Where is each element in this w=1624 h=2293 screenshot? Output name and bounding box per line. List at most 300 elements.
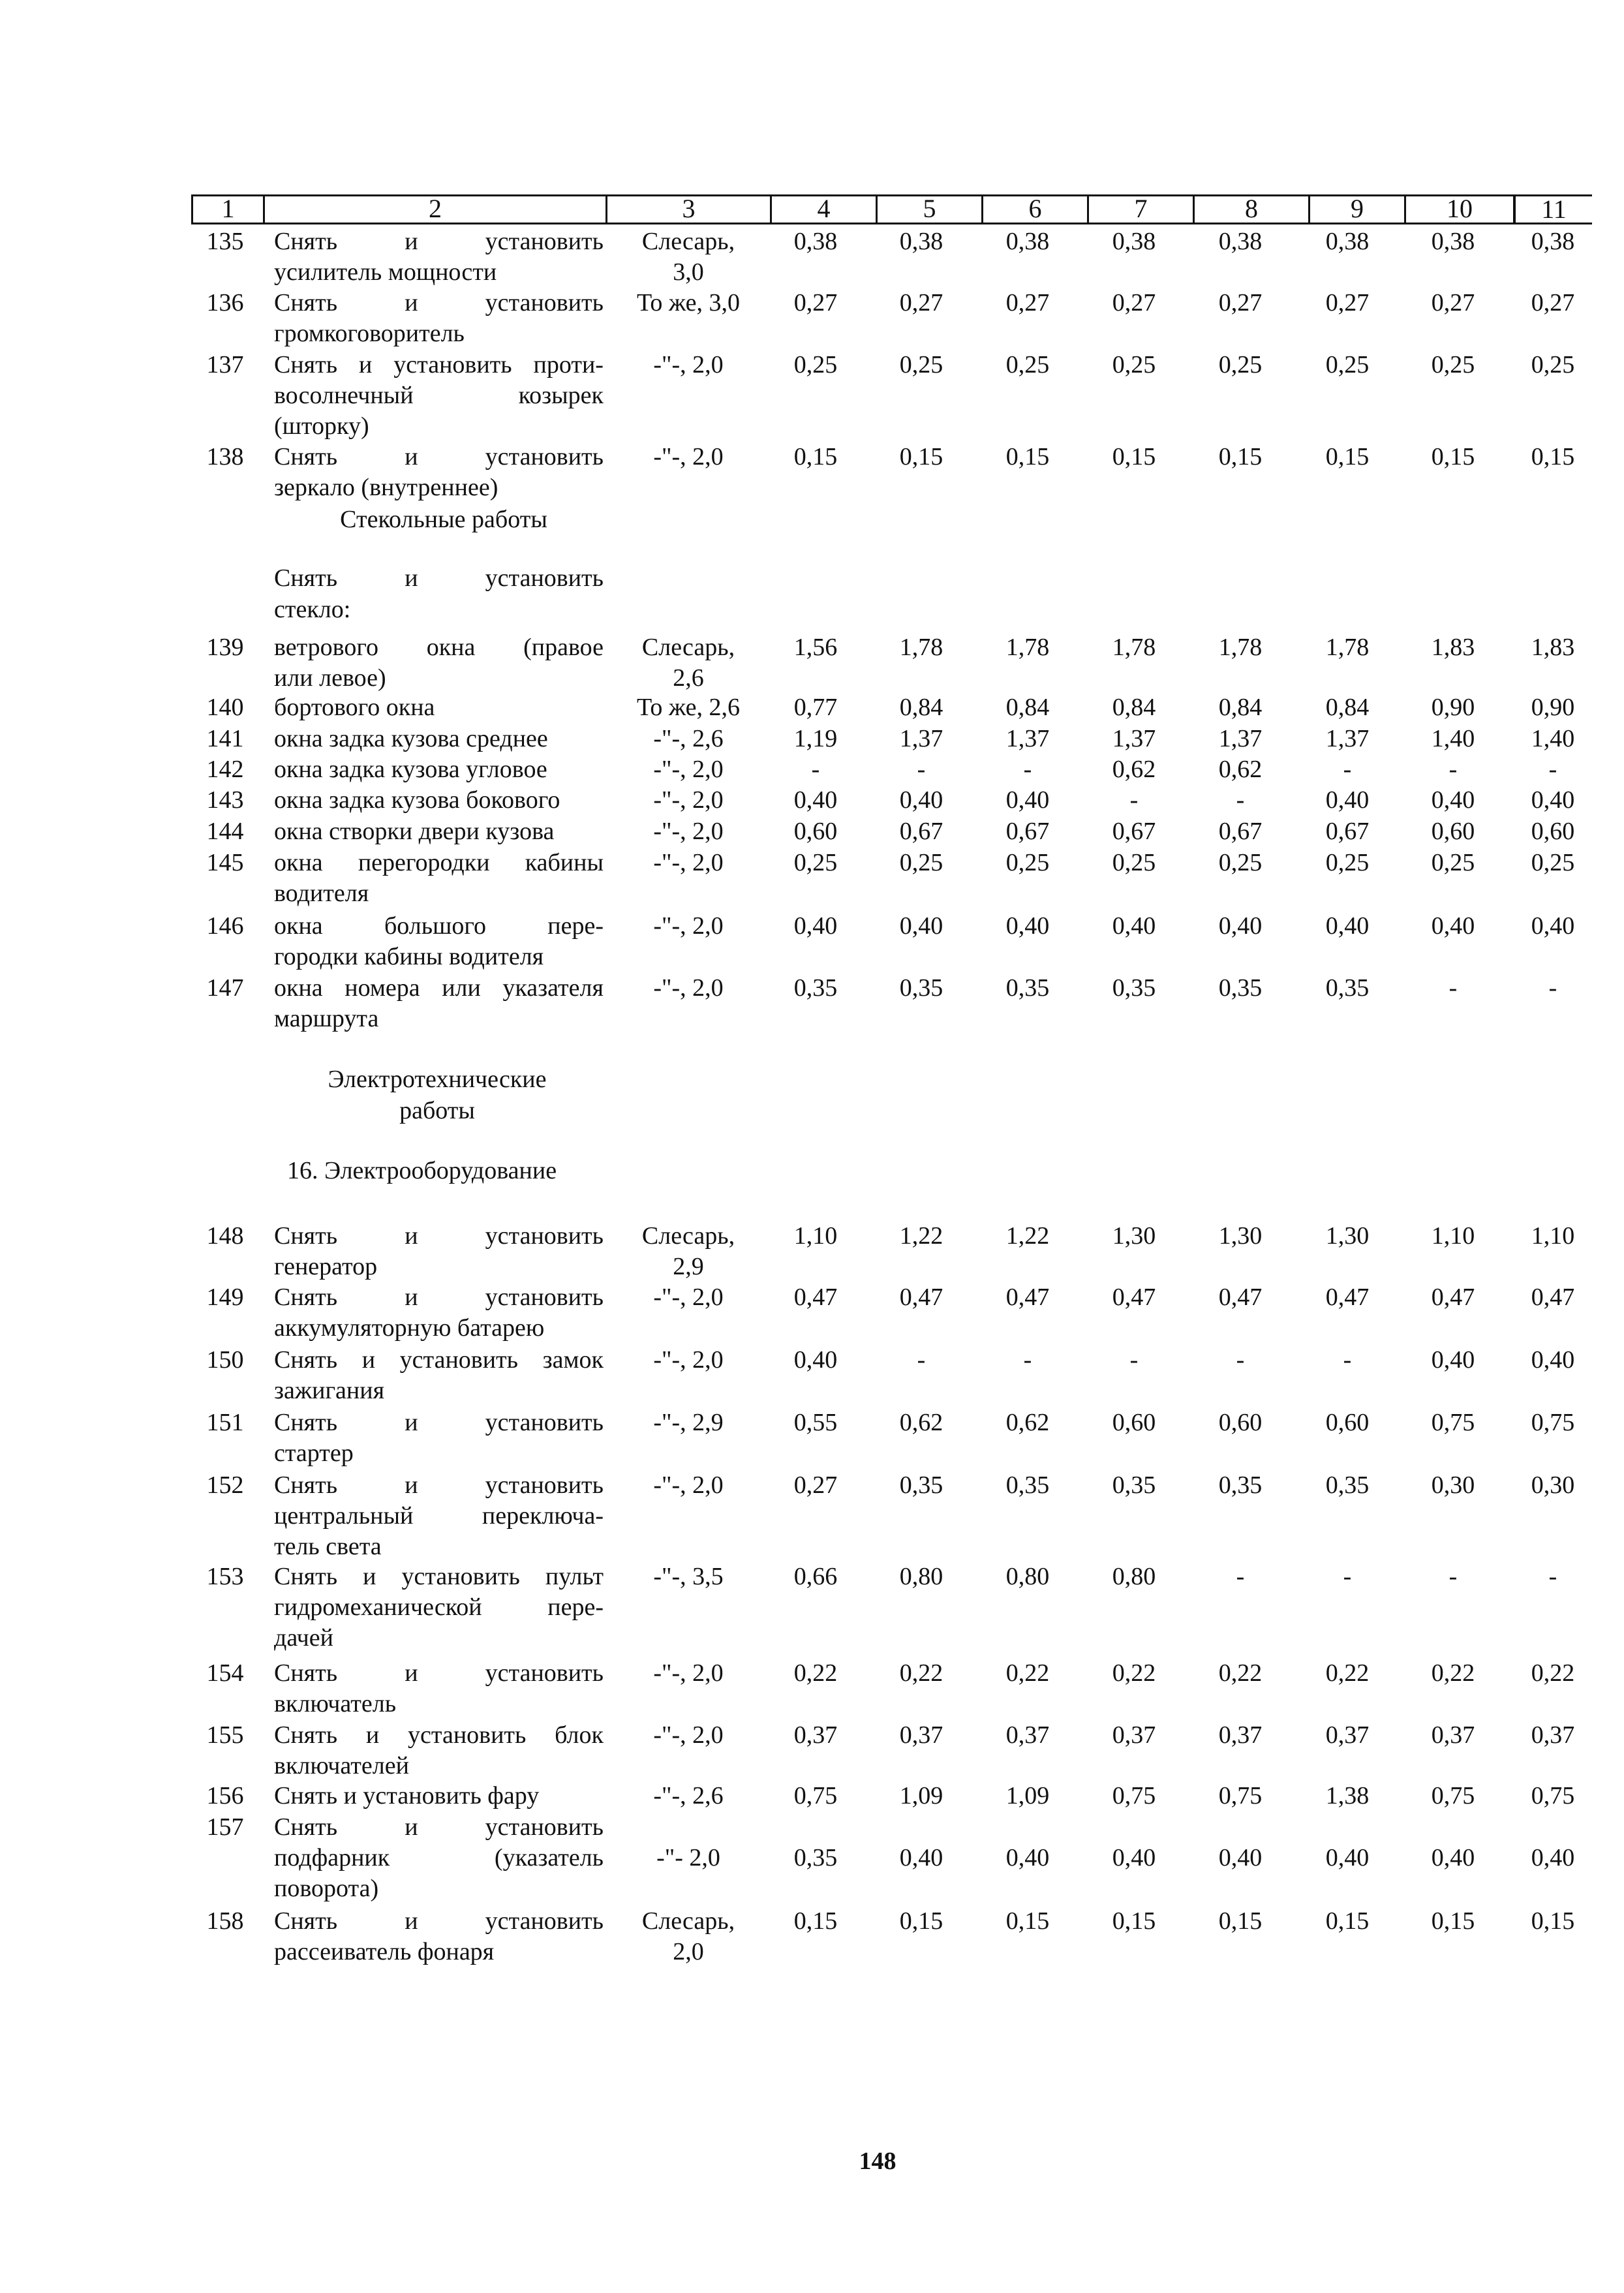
row-description-line xyxy=(274,1407,604,1438)
row-description-line xyxy=(274,1500,604,1531)
row-description-line: бортового окна xyxy=(274,694,435,721)
row-value-col-7: 0,62 xyxy=(1112,756,1156,783)
row-description-line-word: окна xyxy=(426,634,476,661)
row-value-col-6: 0,25 xyxy=(1005,351,1050,378)
row-description-line xyxy=(274,226,604,257)
row-value-col-10: 0,40 xyxy=(1431,786,1475,814)
row-value-col-6: 0,62 xyxy=(1005,1409,1050,1436)
row-value-col-11: 0,25 xyxy=(1531,849,1575,876)
row-value-col-6: 0,25 xyxy=(1005,849,1050,876)
row-description-line-word: проти- xyxy=(533,351,604,378)
row-description-line: зеркало (внутреннее) xyxy=(274,474,498,501)
row-description-line-word: и xyxy=(405,289,418,316)
row-number: 143 xyxy=(206,786,244,814)
row-value-col-5: 0,84 xyxy=(899,694,943,721)
row-value-col-6: 0,27 xyxy=(1005,289,1050,316)
row-value-col-5: 0,40 xyxy=(899,1844,943,1871)
row-value-col-10: 0,25 xyxy=(1431,351,1475,378)
row-value-col-9: 0,15 xyxy=(1325,1907,1370,1935)
row-value-col-4: 0,27 xyxy=(793,1471,838,1499)
row-value-col-10: 0,40 xyxy=(1431,1844,1475,1871)
row-description-line: рассеиватель фонаря xyxy=(274,1938,495,1965)
row-description-line-word: пере- xyxy=(547,912,604,940)
row-value-col-4: 0,66 xyxy=(793,1563,838,1590)
row-value-col-9: 0,38 xyxy=(1325,228,1370,255)
row-description-line-word: замок xyxy=(542,1346,604,1374)
row-description-line xyxy=(274,1470,604,1501)
row-value-col-5: 0,25 xyxy=(899,351,943,378)
row-executor: -"- 2,0 xyxy=(656,1844,720,1871)
row-description-line-word: окна xyxy=(274,912,323,940)
row-description-line-word: и xyxy=(405,1659,418,1687)
row-value-col-8: 0,38 xyxy=(1218,228,1263,255)
row-description-line-word: установить xyxy=(485,1409,604,1436)
row-number: 152 xyxy=(206,1471,244,1499)
row-value-col-11: 0,27 xyxy=(1531,289,1575,316)
row-value-col-4: 0,22 xyxy=(793,1659,838,1687)
row-value-col-7: 0,38 xyxy=(1112,228,1156,255)
row-executor: -"-, 2,0 xyxy=(653,1284,724,1311)
row-description-line: водителя xyxy=(274,880,369,907)
row-value-col-10: 0,90 xyxy=(1431,694,1475,721)
row-value-col-9: 0,84 xyxy=(1325,694,1370,721)
row-description-line: окна задка кузова угловое xyxy=(274,756,547,783)
row-value-col-5: 0,35 xyxy=(899,1471,943,1499)
row-number: 151 xyxy=(206,1409,244,1436)
row-description-line-word: блок xyxy=(555,1721,604,1749)
row-value-col-5: 0,37 xyxy=(899,1721,943,1749)
row-value-col-6: 1,09 xyxy=(1005,1782,1050,1809)
row-executor-grade: 2,9 xyxy=(673,1253,704,1280)
row-value-col-11: 1,40 xyxy=(1531,725,1575,752)
row-value-col-4: 1,56 xyxy=(793,634,838,661)
row-executor: -"-, 2,9 xyxy=(653,1409,724,1436)
row-executor: Слесарь, xyxy=(641,1907,735,1935)
row-description-line xyxy=(274,1719,604,1751)
row-description-line-word: и xyxy=(361,1346,376,1374)
row-description-line-word: восолнечный xyxy=(274,382,414,409)
row-value-col-6: - xyxy=(1023,1346,1032,1374)
glass-intro-line: стекло: xyxy=(274,596,351,623)
row-value-col-5: 0,38 xyxy=(899,228,943,255)
row-description-line: поворота) xyxy=(274,1875,379,1902)
row-value-col-11: 0,22 xyxy=(1531,1659,1575,1687)
row-description-line xyxy=(274,1561,604,1592)
row-value-col-9: - xyxy=(1343,756,1352,783)
row-value-col-7: 0,37 xyxy=(1112,1721,1156,1749)
row-value-col-6: 0,37 xyxy=(1005,1721,1050,1749)
row-value-col-4: 0,40 xyxy=(793,912,838,940)
row-value-col-8: 1,78 xyxy=(1218,634,1263,661)
row-value-col-10: 0,47 xyxy=(1431,1284,1475,1311)
row-value-col-4: 0,35 xyxy=(793,974,838,1002)
row-value-col-9: 0,25 xyxy=(1325,849,1370,876)
row-description-line: громкоговоритель xyxy=(274,320,465,347)
page-number: 148 xyxy=(859,2147,896,2175)
row-value-col-7: 0,27 xyxy=(1112,289,1156,316)
row-executor: -"-, 2,6 xyxy=(653,1782,724,1809)
row-value-col-10: - xyxy=(1448,756,1458,783)
row-value-col-5: 0,47 xyxy=(899,1284,943,1311)
row-value-col-7: 0,67 xyxy=(1112,818,1156,845)
row-description-line-word: установить xyxy=(485,289,604,316)
row-number: 144 xyxy=(206,818,244,845)
row-executor: Слесарь, xyxy=(641,228,735,255)
row-description-line-word: установить xyxy=(485,1284,604,1311)
row-value-col-9: 1,30 xyxy=(1325,1222,1370,1250)
row-value-col-4: 0,60 xyxy=(793,818,838,845)
row-number: 139 xyxy=(206,634,244,661)
row-description-line-word: Снять xyxy=(274,443,338,470)
row-description-line: тель света xyxy=(274,1533,382,1560)
header-cell-2: 2 xyxy=(263,194,607,224)
row-description-line-word: установить xyxy=(485,1471,604,1499)
row-executor: -"-, 2,0 xyxy=(653,912,724,940)
row-value-col-8: - xyxy=(1236,1563,1245,1590)
section-heading-glass: Стекольные работы xyxy=(340,506,547,533)
row-value-col-9: 0,15 xyxy=(1325,443,1370,470)
row-value-col-4: 0,47 xyxy=(793,1284,838,1311)
row-description-line-word: гидромеханической xyxy=(274,1593,482,1621)
row-description-line: стартер xyxy=(274,1439,354,1467)
row-value-col-10: - xyxy=(1448,974,1458,1002)
row-executor: -"-, 2,0 xyxy=(653,1721,724,1749)
row-value-col-5: 0,80 xyxy=(899,1563,943,1590)
row-value-col-4: 0,35 xyxy=(793,1844,838,1871)
row-value-col-4: 1,10 xyxy=(793,1222,838,1250)
row-description-line-word: Снять xyxy=(274,1813,338,1841)
row-description-line-word: Снять xyxy=(274,1659,338,1687)
row-value-col-9: 0,25 xyxy=(1325,351,1370,378)
row-value-col-7: 1,37 xyxy=(1112,725,1156,752)
row-value-col-8: 0,15 xyxy=(1218,443,1263,470)
row-description-line xyxy=(274,1282,604,1313)
row-value-col-8: - xyxy=(1236,1346,1245,1374)
row-value-col-10: 0,60 xyxy=(1431,818,1475,845)
row-value-col-10: 0,75 xyxy=(1431,1782,1475,1809)
row-executor: -"-, 2,0 xyxy=(653,351,724,378)
header-cell-4: 4 xyxy=(770,194,878,224)
row-description-line-word: Снять xyxy=(274,228,338,255)
row-value-col-11: 1,10 xyxy=(1531,1222,1575,1250)
row-description-line-word: окна xyxy=(274,849,323,876)
row-value-col-11: 0,40 xyxy=(1531,1346,1575,1374)
row-description-line-word: установить xyxy=(485,443,604,470)
row-executor: Слесарь, xyxy=(641,634,735,661)
row-value-col-9: 0,37 xyxy=(1325,1721,1370,1749)
row-number: 140 xyxy=(206,694,244,721)
row-value-col-5: 1,09 xyxy=(899,1782,943,1809)
row-description-line-word: и xyxy=(363,1563,376,1590)
row-description-line: маршрута xyxy=(274,1005,379,1032)
section-heading-equipment: 16. Электрооборудование xyxy=(287,1157,557,1184)
header-cell-8: 8 xyxy=(1193,194,1310,224)
row-description-line xyxy=(274,847,604,878)
row-description-line xyxy=(274,910,604,942)
row-value-col-11: 0,37 xyxy=(1531,1721,1575,1749)
row-value-col-8: 0,84 xyxy=(1218,694,1263,721)
row-executor: То же, 3,0 xyxy=(637,289,740,316)
row-value-col-5: 1,22 xyxy=(899,1222,943,1250)
row-number: 146 xyxy=(206,912,244,940)
row-description-line-word: номера xyxy=(345,974,420,1002)
row-executor: -"-, 2,0 xyxy=(653,786,724,814)
row-description-line-word: (правое xyxy=(523,634,604,661)
row-value-col-10: 1,10 xyxy=(1431,1222,1475,1250)
row-description-line: Снять и установить фару xyxy=(274,1782,540,1809)
row-value-col-5: 0,40 xyxy=(899,912,943,940)
row-description-line-word: установить xyxy=(485,1222,604,1250)
row-value-col-8: 0,40 xyxy=(1218,1844,1263,1871)
row-value-col-6: 0,15 xyxy=(1005,443,1050,470)
row-description-line xyxy=(274,1344,604,1376)
row-value-col-8: 0,40 xyxy=(1218,912,1263,940)
row-value-col-6: 0,67 xyxy=(1005,818,1050,845)
row-description-line xyxy=(274,1842,604,1873)
row-value-col-4: 0,27 xyxy=(793,289,838,316)
row-description-line-word: пульт xyxy=(545,1563,604,1590)
row-description-line-word: указателя xyxy=(502,974,604,1002)
row-description-line-word: козырек xyxy=(518,382,604,409)
row-value-col-7: 1,78 xyxy=(1112,634,1156,661)
row-executor: Слесарь, xyxy=(641,1222,735,1250)
row-value-col-5: 1,37 xyxy=(899,725,943,752)
row-description-line: окна задка кузова среднее xyxy=(274,725,548,752)
row-value-col-11: 0,25 xyxy=(1531,351,1575,378)
row-value-col-5: 0,35 xyxy=(899,974,943,1002)
row-description-line-word: окна xyxy=(274,974,323,1002)
row-value-col-11: 0,47 xyxy=(1531,1284,1575,1311)
row-value-col-11: - xyxy=(1548,756,1557,783)
row-value-col-9: 0,60 xyxy=(1325,1409,1370,1436)
row-value-col-7: 0,80 xyxy=(1112,1563,1156,1590)
row-value-col-5: 0,67 xyxy=(899,818,943,845)
row-description-line-word: Снять xyxy=(274,1721,338,1749)
row-value-col-9: 0,40 xyxy=(1325,1844,1370,1871)
row-value-col-7: 0,35 xyxy=(1112,974,1156,1002)
row-description-line: генератор xyxy=(274,1253,378,1280)
row-value-col-6: 0,40 xyxy=(1005,786,1050,814)
row-description-line xyxy=(274,349,604,380)
row-value-col-11: 0,40 xyxy=(1531,786,1575,814)
row-number: 145 xyxy=(206,849,244,876)
row-value-col-11: 0,75 xyxy=(1531,1409,1575,1436)
row-value-col-6: 0,35 xyxy=(1005,1471,1050,1499)
row-executor: -"-, 2,0 xyxy=(653,1659,724,1687)
row-value-col-10: 0,15 xyxy=(1431,1907,1475,1935)
row-value-col-5: 0,27 xyxy=(899,289,943,316)
row-description-line: (шторку) xyxy=(274,412,369,440)
row-number: 141 xyxy=(206,725,244,752)
row-value-col-9: 0,27 xyxy=(1325,289,1370,316)
row-value-col-4: 0,37 xyxy=(793,1721,838,1749)
row-number: 148 xyxy=(206,1222,244,1250)
row-description-line-word: и xyxy=(405,1222,418,1250)
row-number: 149 xyxy=(206,1284,244,1311)
header-cell-5: 5 xyxy=(876,194,983,224)
row-description-line-word: Снять xyxy=(274,289,338,316)
row-value-col-10: 0,30 xyxy=(1431,1471,1475,1499)
header-cell-10: 10 xyxy=(1404,194,1515,224)
row-value-col-5: 0,62 xyxy=(899,1409,943,1436)
row-description-line-word: установить xyxy=(393,351,512,378)
row-number: 154 xyxy=(206,1659,244,1687)
header-cell-7: 7 xyxy=(1087,194,1195,224)
row-value-col-8: 0,22 xyxy=(1218,1659,1263,1687)
row-description-line-word: пере- xyxy=(547,1593,604,1621)
row-description-line: усилитель мощности xyxy=(274,258,497,286)
row-value-col-7: 0,25 xyxy=(1112,351,1156,378)
row-value-col-10: 0,38 xyxy=(1431,228,1475,255)
row-value-col-6: 0,80 xyxy=(1005,1563,1050,1590)
row-value-col-8: 0,75 xyxy=(1218,1782,1263,1809)
row-number: 138 xyxy=(206,443,244,470)
row-value-col-5: 0,40 xyxy=(899,786,943,814)
row-value-col-7: 0,15 xyxy=(1112,443,1156,470)
row-value-col-7: 0,40 xyxy=(1112,912,1156,940)
row-number: 135 xyxy=(206,228,244,255)
row-value-col-4: 0,15 xyxy=(793,443,838,470)
row-description-line-word: и xyxy=(405,228,418,255)
row-value-col-10: - xyxy=(1448,1563,1458,1590)
row-value-col-8: 0,67 xyxy=(1218,818,1263,845)
row-value-col-11: 0,30 xyxy=(1531,1471,1575,1499)
row-description-line-word: центральный xyxy=(274,1502,414,1530)
row-value-col-11: 0,75 xyxy=(1531,1782,1575,1809)
row-value-col-9: 1,78 xyxy=(1325,634,1370,661)
row-value-col-8: 1,30 xyxy=(1218,1222,1263,1250)
row-value-col-9: 1,37 xyxy=(1325,725,1370,752)
row-value-col-6: 0,84 xyxy=(1005,694,1050,721)
row-value-col-6: 1,22 xyxy=(1005,1222,1050,1250)
row-value-col-10: 0,22 xyxy=(1431,1659,1475,1687)
row-value-col-6: 1,37 xyxy=(1005,725,1050,752)
row-executor: -"-, 2,6 xyxy=(653,725,724,752)
row-value-col-7: - xyxy=(1129,1346,1139,1374)
row-value-col-5: 0,15 xyxy=(899,1907,943,1935)
header-cell-11: 11 xyxy=(1514,194,1592,224)
row-value-col-7: 0,75 xyxy=(1112,1782,1156,1809)
row-executor: -"-, 2,0 xyxy=(653,443,724,470)
row-value-col-4: 0,40 xyxy=(793,1346,838,1374)
row-description-line xyxy=(274,1592,604,1623)
row-description-line-word: и xyxy=(405,1907,418,1935)
row-value-col-8: 0,35 xyxy=(1218,1471,1263,1499)
row-description-line-word: и xyxy=(405,1284,418,1311)
row-value-col-11: 0,15 xyxy=(1531,1907,1575,1935)
row-description-line-word: Снять xyxy=(274,1563,338,1590)
row-description-line xyxy=(274,380,604,411)
header-cell-1: 1 xyxy=(191,194,265,224)
row-description-line: включателей xyxy=(274,1752,409,1779)
row-value-col-8: 0,25 xyxy=(1218,351,1263,378)
row-description-line-word: перегородки xyxy=(358,849,490,876)
row-value-col-4: 1,19 xyxy=(793,725,838,752)
row-description-line xyxy=(274,441,604,472)
row-value-col-6: 0,38 xyxy=(1005,228,1050,255)
row-executor: То же, 2,6 xyxy=(637,694,740,721)
row-value-col-10: 0,40 xyxy=(1431,912,1475,940)
row-executor: -"-, 2,0 xyxy=(653,974,724,1002)
row-value-col-6: 0,47 xyxy=(1005,1284,1050,1311)
row-value-col-8: 1,37 xyxy=(1218,725,1263,752)
row-description-line-word: Снять xyxy=(274,351,338,378)
row-number: 156 xyxy=(206,1782,244,1809)
row-value-col-10: 0,75 xyxy=(1431,1409,1475,1436)
row-value-col-6: 0,40 xyxy=(1005,912,1050,940)
header-cell-6: 6 xyxy=(981,194,1089,224)
row-value-col-9: - xyxy=(1343,1346,1352,1374)
row-value-col-4: - xyxy=(811,756,820,783)
row-value-col-7: 0,47 xyxy=(1112,1284,1156,1311)
row-description-line-word: (указатель xyxy=(494,1844,604,1871)
row-description-line-word: установить xyxy=(485,1813,604,1841)
row-description-line-word: ветрового xyxy=(274,634,378,661)
row-number: 150 xyxy=(206,1346,244,1374)
glass-intro-line-word: Снять xyxy=(274,564,338,592)
row-description-line: городки кабины водителя xyxy=(274,943,544,970)
row-description-line-word: и xyxy=(359,351,373,378)
row-value-col-4: 0,55 xyxy=(793,1409,838,1436)
row-executor: -"-, 2,0 xyxy=(653,756,724,783)
row-value-col-7: - xyxy=(1129,786,1139,814)
row-number: 137 xyxy=(206,351,244,378)
row-description-line-word: установить xyxy=(485,228,604,255)
row-value-col-5: 0,25 xyxy=(899,849,943,876)
row-value-col-8: 0,47 xyxy=(1218,1284,1263,1311)
row-description-line-word: переключа- xyxy=(482,1502,604,1530)
row-value-col-10: 0,15 xyxy=(1431,443,1475,470)
row-value-col-11: 0,15 xyxy=(1531,443,1575,470)
row-description-line xyxy=(274,1811,604,1843)
row-description-line xyxy=(274,1905,604,1937)
row-description-line-word: или xyxy=(442,974,481,1002)
row-number: 155 xyxy=(206,1721,244,1749)
glass-intro-line-word: установить xyxy=(485,564,604,592)
row-description-line-word: и xyxy=(405,443,418,470)
row-value-col-5: 1,78 xyxy=(899,634,943,661)
row-description-line: аккумуляторную батарею xyxy=(274,1314,545,1342)
row-value-col-8: 0,25 xyxy=(1218,849,1263,876)
row-value-col-11: - xyxy=(1548,974,1557,1002)
row-executor-grade: 2,0 xyxy=(673,1938,704,1965)
row-description-line: окна задка кузова бокового xyxy=(274,786,560,814)
row-value-col-11: 1,83 xyxy=(1531,634,1575,661)
row-value-col-9: 0,35 xyxy=(1325,974,1370,1002)
row-description-line-word: установить xyxy=(408,1721,527,1749)
row-value-col-7: 0,22 xyxy=(1112,1659,1156,1687)
row-executor-grade: 2,6 xyxy=(673,664,704,692)
row-description-line xyxy=(274,1657,604,1689)
row-description-line-word: и xyxy=(405,1409,418,1436)
row-value-col-6: 0,15 xyxy=(1005,1907,1050,1935)
row-value-col-8: 0,60 xyxy=(1218,1409,1263,1436)
row-value-col-10: 0,40 xyxy=(1431,1346,1475,1374)
row-description-line: зажигания xyxy=(274,1377,385,1404)
row-value-col-4: 0,15 xyxy=(793,1907,838,1935)
row-description-line-word: кабины xyxy=(525,849,604,876)
row-value-col-6: 0,40 xyxy=(1005,1844,1050,1871)
row-description-line-word: подфарник xyxy=(274,1844,390,1871)
row-number: 153 xyxy=(206,1563,244,1590)
row-value-col-11: 0,90 xyxy=(1531,694,1575,721)
row-value-col-11: 0,40 xyxy=(1531,1844,1575,1871)
row-executor: -"-, 2,0 xyxy=(653,1346,724,1374)
header-cell-9: 9 xyxy=(1308,194,1406,224)
row-value-col-9: 0,40 xyxy=(1325,786,1370,814)
row-value-col-4: 0,40 xyxy=(793,786,838,814)
row-description-line: включатель xyxy=(274,1690,397,1717)
